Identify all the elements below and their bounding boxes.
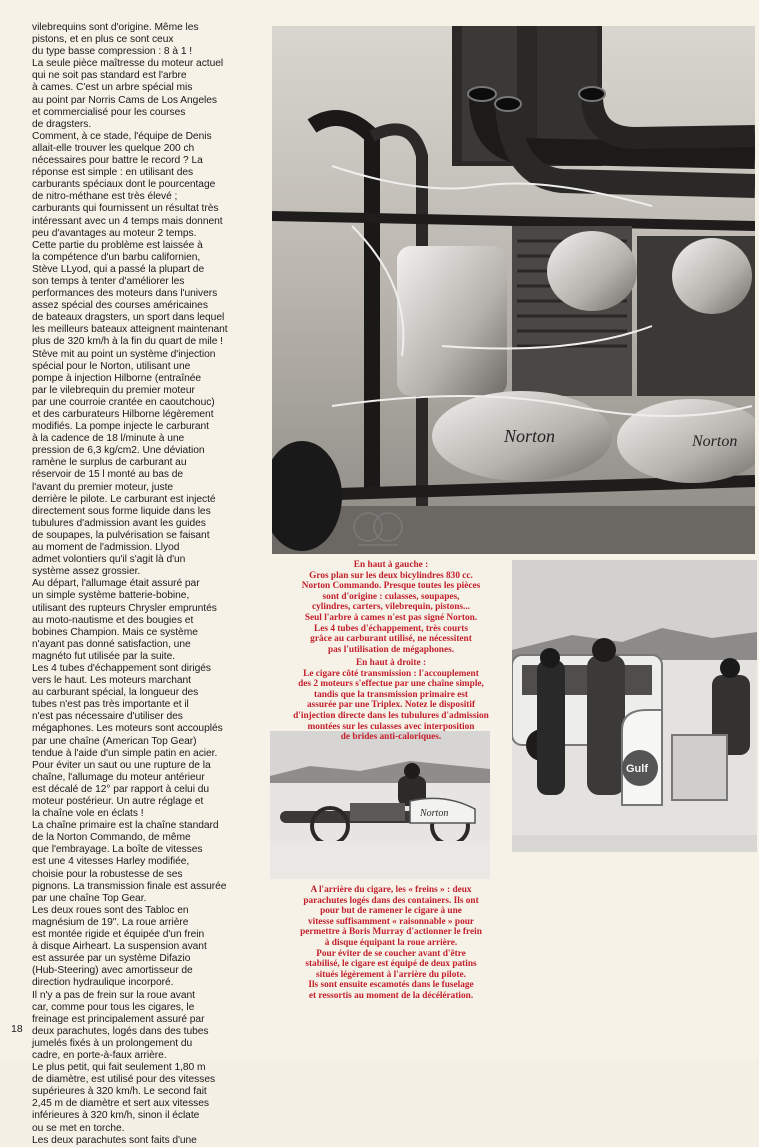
caption-line: pour but de ramener le cigare à une [320,906,462,917]
body-text-line: et des carburateurs Hilborne légèrement [32,409,214,420]
body-text-line: jumelés fixés à un prolongement du [32,1037,193,1049]
body-text-line: de diamètre, est utilisé pour des vitesses [32,1074,216,1086]
caption-line: grâce au carburant utilisé, ne nécessitent [310,634,472,645]
caption-line: Norton Commando. Presque toutes les pièces [301,581,481,592]
body-text-line: utilisant des rupteurs Chrysler empruntés [32,602,217,614]
caption-heading: En haut à droite : [355,658,427,668]
body-text-line: qui ne soit pas standard est l'arbre [32,70,187,82]
body-text-line: directement sous forme liquide dans les [32,505,211,517]
caption-line: parachutes logés dans des containers. Ils ont [303,895,479,906]
body-text-line: mégaphones. Les moteurs sont accouplés [32,723,223,735]
body-text-line: plus de 320 km/h à la fin du quart de mile ! [32,336,223,348]
caption-line: des 2 moteurs s'effectue par une chaîne simple, [298,679,484,690]
body-text-line: pignons. La transmission finale est assurée [32,880,227,892]
caption-line: Seul l'arbre à cames n'est pas signé Norton. [304,612,478,623]
body-text-line: Pour éviter un saut ou une rupture de la [32,759,211,771]
body-text-line: performances des moteurs dans l'univers [32,288,218,300]
crew-salt-flats-photo [512,560,757,852]
engine-norton-logo-2: Norton [692,433,738,450]
body-text-line: pression de 6,3 kg/cm2. Une déviation [32,445,205,457]
caption-line: Ils sont ensuite escamotés dans le fuselage [308,980,474,991]
body-text-line: vilebrequins sont d'origine. Même les [32,22,199,33]
body-text-line: un simple système batterie-bobine, [32,590,190,602]
body-text-line: de dragsters. [32,118,92,130]
caption-body [276,669,506,743]
body-text-line: La seule pièce maîtresse du moteur actuel [32,58,224,70]
streamliner-norton-logo: Norton [420,808,449,819]
body-text-line: (Hub-Steering) avec amortisseur de [32,965,193,977]
body-text-line: tendue à l'aide d'un simple patin en acier. [32,747,218,759]
body-text-line: Au départ, l'allumage était assuré par [32,578,200,590]
body-text-line: freinage est principalement assuré par [32,1013,205,1025]
caption-line: cylindres, carters, vilebrequin, pistons... [312,602,470,613]
body-text-line: au moto-nautisme et des bougies et [32,614,194,626]
caption-line: permettre à Boris Murray d'actionner le frein [300,927,482,938]
body-text-line: deux parachutes, logés dans des tubes [32,1025,209,1037]
caption-rear-parachutes [276,885,506,1002]
body-text-line: ramène le surplus de carburant au [32,457,187,469]
body-text-line: est une 4 vitesses Harley modifiée, [32,856,190,868]
body-text-line: est assurée par un système Difazio [32,953,191,965]
caption-line: assurée par une Triplex. Notez le dispositif [306,700,476,711]
body-text-line: 2,45 m de diamètre et sert aux vitesses [32,1098,209,1110]
body-text-line: pistons, et en plus ce sont ceux [32,34,174,46]
body-text-line: modifiés. La pompe injecte le carburant [32,421,209,433]
body-text-line: son temps à tenter d'améliorer les [32,275,185,287]
body-text-line: est montée rigide et équipée d'un frein [32,929,205,941]
body-text-line: à cames. C'est un arbre spécial mis [32,82,193,94]
body-text-line: direction hydraulique incorporé. [32,977,174,989]
caption-line: d'injection directe dans les tubulures d'admission [293,710,489,721]
streamliner-salt-flats-photo [270,731,490,879]
body-text-line: par une courroie crantée en caoutchouc) [32,396,215,408]
caption-line: à disque équipant la roue arrière. [324,937,458,948]
body-text-line: réservoir de 15 l monté au bas de [32,469,184,481]
caption-line: stabilisé, le cigare est équipé de deux patins [305,959,477,970]
body-text-line: Comment, à ce stade, l'équipe de Denis [32,130,212,142]
body-text-line: par une chaîne Top Gear. [32,892,147,904]
body-text-line: magnéto fut utilisée par la suite. [32,650,176,662]
body-text-line: réponse est simple : en utilisant des [32,167,194,179]
body-text-line: carburants spéciaux dont le pourcentage [32,179,216,191]
stamp-watermark [348,505,408,553]
engine-closeup-photo [272,26,755,554]
body-text-line: tubulures d'admission avant les guides [32,517,206,529]
caption-heading: En haut à gauche : [353,560,429,570]
caption-line: vitesse suffisamment « raisonnable » pour [307,916,475,927]
caption-line: Gros plan sur les deux bicylindres 830 cc. [309,570,473,581]
body-text-line: de nitro-méthane est très élevé ; [32,191,178,203]
body-text-line: n'ayant pas donné satisfaction, une [32,638,191,650]
body-text-line: car, comme pour tous les cigares, le [32,1001,195,1013]
body-text-line: bobines Champion. Mais ce système [32,626,198,638]
caption-line: Les 4 tubes d'échappement, très courts [314,623,468,634]
body-text-line: derrière le pilote. Le carburant est injecté [32,493,216,505]
body-text-line: moteur postérieur. Un autre réglage et [32,796,204,807]
body-text-line: peu d'avantages au moteur 2 temps. [32,227,197,239]
body-text-line: supérieures à 320 km/h. Le second fait [32,1086,207,1098]
body-text-line: ou se met en torche. [32,1122,125,1134]
body-text-line: de bateaux dragsters, un sport dans lequel [32,312,225,324]
body-text-line: par une chaîne (American Top Gear) [32,735,197,747]
body-text-line: Stève mit au point un système d'injection [32,348,216,360]
body-text-line: la chaîne vole en éclats ! [32,808,144,820]
body-text-line: chaîne, l'allumage du moteur antérieur [32,771,205,783]
body-text-line: Les deux parachutes sont faits d'une [32,1134,197,1146]
caption-line: montées sur les culasses avec interposition [307,721,475,732]
body-text-line: intéressant avec un 4 temps mais donnent [32,215,223,227]
engine-norton-logo-1: Norton [504,426,556,446]
body-text-line: cadre, en porte-à-faux arrière. [32,1049,167,1061]
body-text-line: de soupapes, la pulvérisation se faisant [32,529,210,541]
caption-line: A l'arrière du cigare, les « freins » : deux [310,885,472,895]
body-text-line: l'avant du premier moteur, juste [32,481,174,493]
body-text-line: la compétence d'un barbu californien, [32,251,201,263]
body-text-line: magnésium de 19". La roue arrière [32,916,189,928]
body-text-line: au moment de l'admission. Llyod [32,542,180,554]
caption-line: tandis que la transmission primaire est [313,689,468,700]
body-text-line: les meilleurs bateaux atteignent maintenant [32,324,228,336]
body-text-line: spécial pour le Norton, utilisant une [32,360,191,372]
body-text-line: du type basse compression : 8 à 1 ! [32,46,193,58]
body-text-line: admet volontiers qu'il s'agit là d'un [32,554,186,566]
article-body-column [32,22,266,1147]
caption-body [276,571,506,656]
body-text-line: La chaîne primaire est la chaîne standard [32,820,219,832]
caption-top-right [276,658,506,743]
caption-line: et ressortis au moment de la décélération. [308,990,474,1001]
body-text-line: au point par Norris Cams de Los Angeles [32,94,217,106]
body-text-line: que l'embrayage. La boîte de vitesses [32,844,203,856]
body-text-line: carburants qui fournissent un résultat très [32,203,219,215]
body-text-line: Il n'y a pas de frein sur la roue avant [32,989,195,1001]
caption-top-left [276,560,506,655]
body-text-line: n'est pas nécessaire d'utiliser des [32,711,183,723]
page-number: 18 [11,1023,23,1035]
body-text-line: par le vilebrequin du premier moteur [32,384,195,396]
body-text-line: Le plus petit, qui fait seulement 1,80 m [32,1062,206,1074]
body-text-line: et commercialisé pour les courses [32,106,186,118]
caption-line: Le cigare côté transmission : l'accouplement [303,668,479,679]
body-text-line: choisie pour la robustesse de ses [32,868,183,880]
caption-line: situés légèrement à l'arrière du pilote. [316,969,466,980]
gulf-logo: Gulf [626,763,648,775]
body-text-line: tubes n'est pas très importante et il [32,699,189,711]
caption-line: sont d'origine : culasses, soupapes, [322,591,460,602]
caption-line: pas l'utilisation de mégaphones. [327,644,455,655]
body-text-line: assez spécial des courses américaines [32,300,208,312]
body-text-line: à la cadence de 18 l/minute à une [32,433,185,445]
body-text-line: est décalé de 12° par rapport à celui du [32,783,210,795]
caption-body [276,885,506,1002]
body-text-line: de la Norton Commando, de même [32,832,191,844]
body-text-line: pompe à injection Hilborne (entraînée [32,372,202,384]
body-text-line: système assez grossier. [32,566,141,578]
body-text-line: nécessaires pour battre le record ? La [32,155,203,167]
caption-line: Pour éviter de se coucher avant d'être [316,948,466,959]
body-text-line: vers le haut. Les moteurs marchant [32,675,191,687]
body-text-line: Cette partie du problème est laissée à [32,239,203,251]
body-text-line: au carburant spécial, la longueur des [32,687,199,699]
body-text-line: à disque Airheart. La suspension avant [32,941,207,953]
caption-line: de brides anti-caloriques. [340,732,442,743]
body-text-line: Les deux roues sont des Tabloc en [32,904,189,916]
body-text-line: Les 4 tubes d'échappement sont dirigés [32,662,211,674]
body-text-line: inférieures à 320 km/h, sinon il éclate [32,1110,200,1122]
body-text-line: allait-elle trouver les quelque 200 ch [32,142,195,154]
body-text-line: Stève LLyod, qui a passé la plupart de [32,263,205,275]
